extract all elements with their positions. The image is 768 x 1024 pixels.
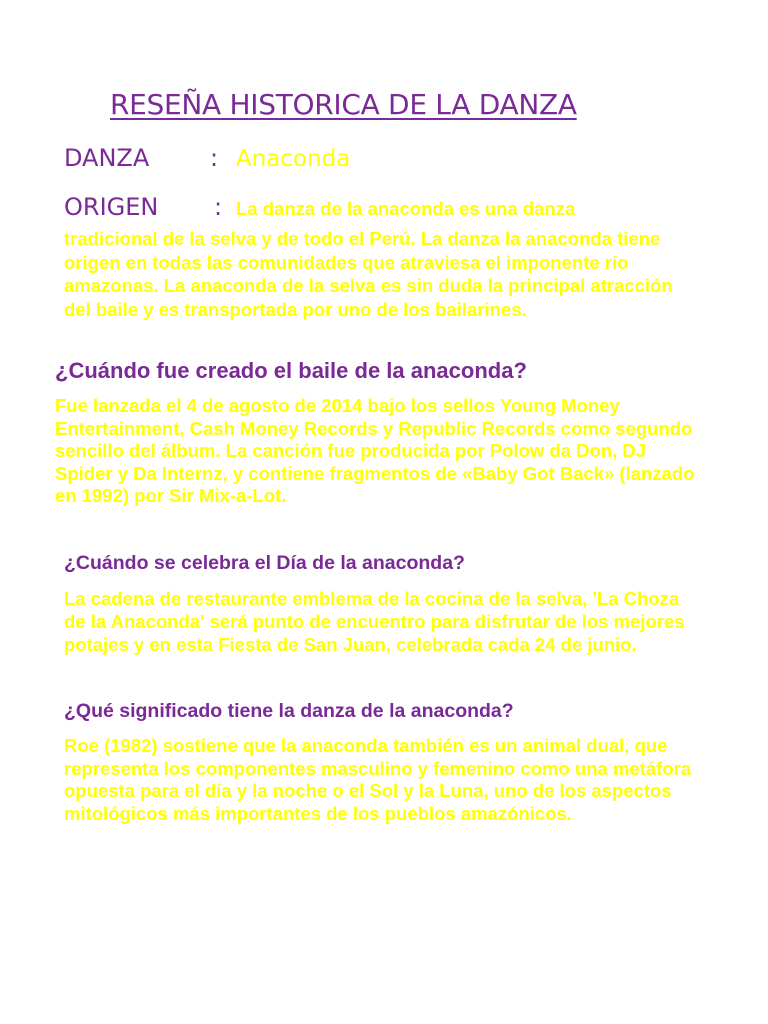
question-heading-meaning: ¿Qué significado tiene la danza de la anaconda? [64, 700, 514, 722]
question-heading-creation: ¿Cuándo fue creado el baile de la anaconda? [55, 358, 527, 383]
answer-paragraph-celebration: La cadena de restaurante emblema de la cocina de la selva, 'La Choza de la Anaconda' será punto de encuentro para disfrutar de los mejores potajes y en esta Fiesta de San Juan, celebrada cada 24 de junio. [64, 588, 685, 655]
answer-paragraph-meaning: Roe (1982) sostiene que la anaconda también es un animal dual, que representa los componentes masculino y femenino como una metáfora opuesta para el día y la noche o el Sol y la Luna, uno de los aspectos mitológicos más importantes de los pueblos amazónicos. [64, 735, 692, 824]
danza-colon: : [210, 144, 219, 172]
origen-paragraph: tradicional de la selva y de todo el Perú. La danza la anaconda tiene origen en todas las comunidades que atraviesa el imponente río amazonas. La anaconda de la selva es sin duda la principal atracción del baile y es transportada por uno de los bailarines. [64, 228, 673, 320]
danza-label: DANZA [64, 144, 150, 172]
origen-label: ORIGEN [64, 193, 159, 221]
danza-field [64, 144, 350, 172]
danza-value: Anaconda [236, 146, 351, 172]
answer-paragraph-creation: Fue lanzada el 4 de agosto de 2014 bajo los sellos Young Money Entertainment, Cash Money Records y Republic Records como segundo sencillo del álbum. La canción fue producida por Polow da Don, DJ Spider y Da Internz, y contiene fragmentos de «Baby Got Back» (lanzado en 1992) por Sir Mix-a-Lot. [55, 395, 695, 506]
origen-colon: : [214, 193, 223, 221]
origen-field [64, 193, 575, 221]
origen-first-line: La danza de la anaconda es una danza [236, 198, 576, 219]
question-heading-celebration: ¿Cuándo se celebra el Día de la anaconda? [64, 552, 465, 574]
page-title: RESEÑA HISTORICA DE LA DANZA [110, 88, 577, 121]
